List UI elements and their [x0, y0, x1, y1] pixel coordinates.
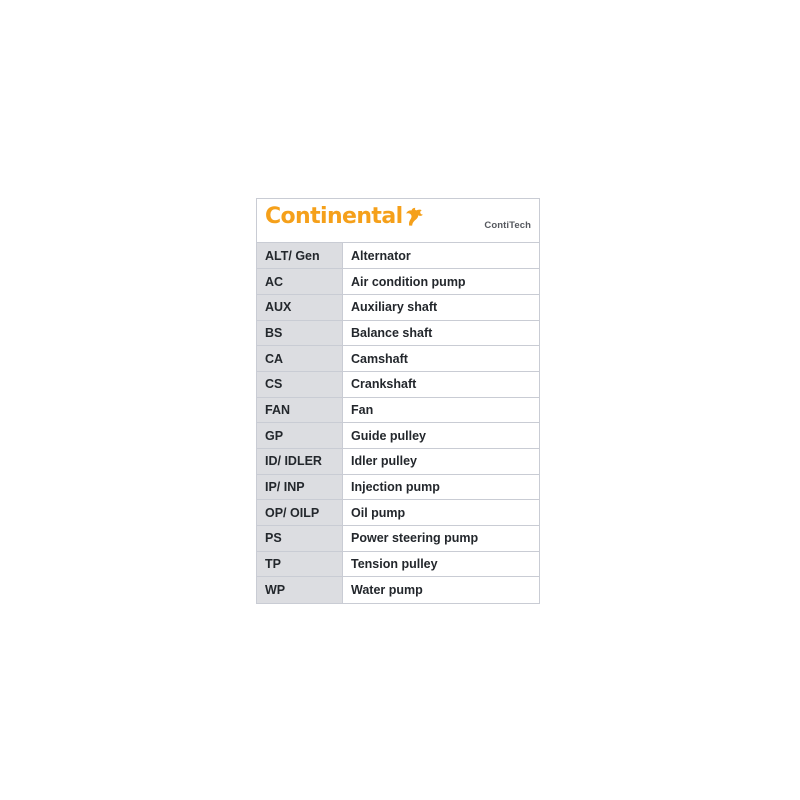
abbr-cell: OP/ OILP	[257, 500, 343, 526]
table-row	[257, 551, 539, 577]
table-row	[257, 346, 539, 372]
desc-cell: Balance shaft	[343, 320, 540, 346]
table-row	[257, 243, 539, 269]
abbr-cell: ID/ IDLER	[257, 449, 343, 475]
abbr-cell: CS	[257, 371, 343, 397]
abbr-cell: IP/ INP	[257, 474, 343, 500]
desc-cell: Power steering pump	[343, 526, 540, 552]
table-row	[257, 320, 539, 346]
desc-cell: Injection pump	[343, 474, 540, 500]
desc-cell: Camshaft	[343, 346, 540, 372]
desc-cell: Idler pulley	[343, 449, 540, 475]
table-row	[257, 500, 539, 526]
desc-cell: Oil pump	[343, 500, 540, 526]
abbreviation-table	[257, 243, 539, 603]
brand-wordmark: Continental	[265, 204, 403, 229]
desc-cell: Fan	[343, 397, 540, 423]
desc-cell: Water pump	[343, 577, 540, 603]
table-row	[257, 474, 539, 500]
abbr-cell: PS	[257, 526, 343, 552]
abbr-cell: BS	[257, 320, 343, 346]
abbr-cell: ALT/ Gen	[257, 243, 343, 269]
table-row	[257, 577, 539, 603]
table-row	[257, 397, 539, 423]
abbr-cell: AC	[257, 269, 343, 295]
desc-cell: Air condition pump	[343, 269, 540, 295]
horse-logo-icon	[406, 206, 423, 226]
abbr-cell: CA	[257, 346, 343, 372]
abbreviation-table-body	[257, 243, 539, 603]
desc-cell: Auxiliary shaft	[343, 294, 540, 320]
continental-logo	[265, 206, 423, 228]
abbr-cell: AUX	[257, 294, 343, 320]
brand-header	[257, 199, 539, 243]
table-row	[257, 294, 539, 320]
table-row	[257, 423, 539, 449]
table-row	[257, 371, 539, 397]
abbr-cell: TP	[257, 551, 343, 577]
desc-cell: Tension pulley	[343, 551, 540, 577]
desc-cell: Crankshaft	[343, 371, 540, 397]
abbr-cell: GP	[257, 423, 343, 449]
abbreviation-legend-card	[256, 198, 540, 604]
table-row	[257, 526, 539, 552]
table-row	[257, 269, 539, 295]
table-row	[257, 449, 539, 475]
sub-brand-label: ContiTech	[484, 220, 531, 231]
desc-cell: Guide pulley	[343, 423, 540, 449]
desc-cell: Alternator	[343, 243, 540, 269]
abbr-cell: WP	[257, 577, 343, 603]
abbr-cell: FAN	[257, 397, 343, 423]
